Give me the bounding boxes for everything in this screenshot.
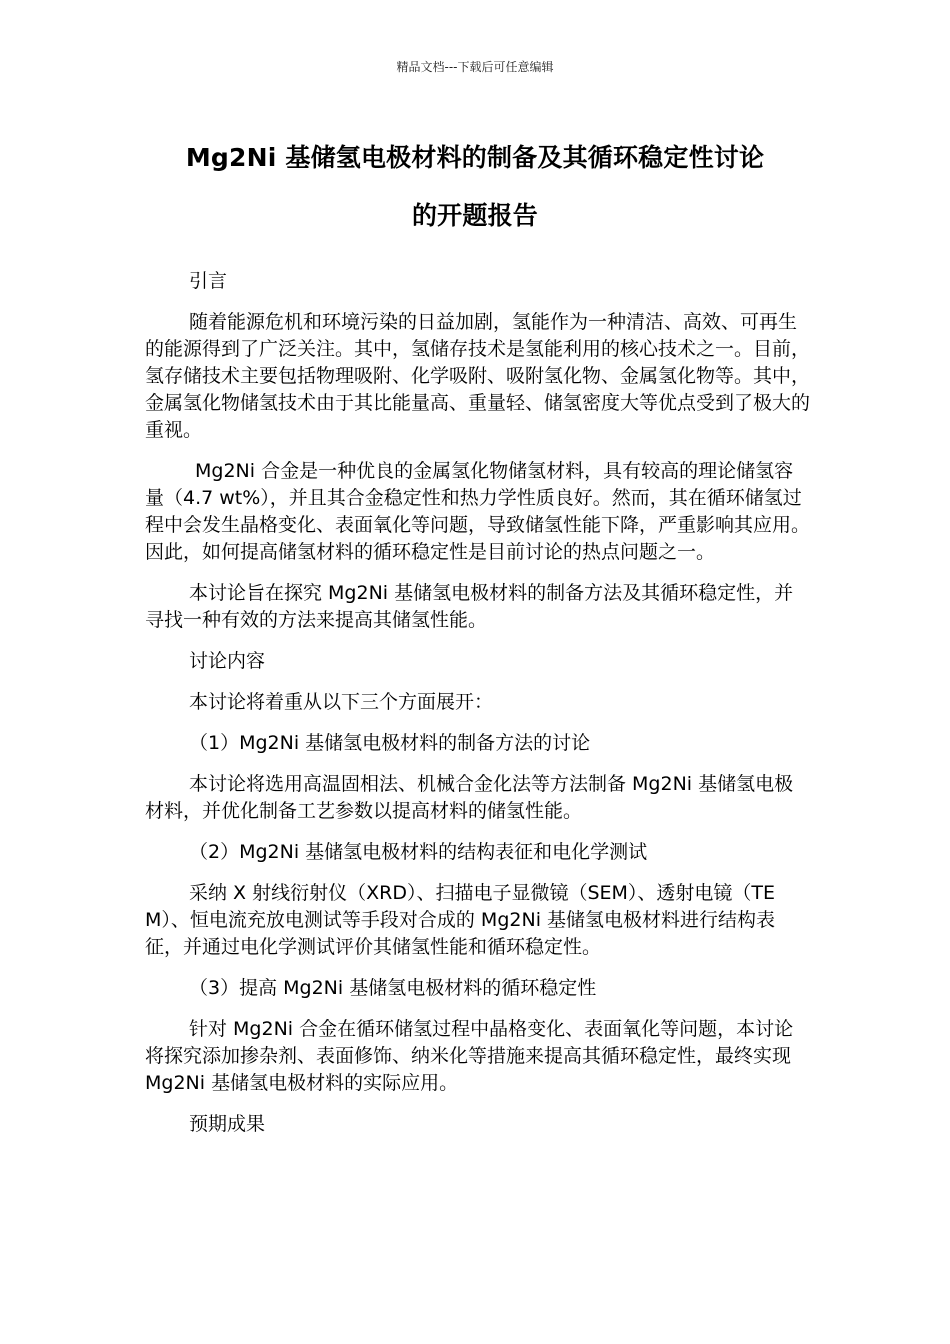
page-header: 精品文档---下载后可任意编辑 bbox=[396, 60, 554, 74]
section-heading-intro: 引言 bbox=[189, 270, 228, 292]
paragraph-6: 采纳 X 射线衍射仪（XRD）、扫描电子显微镜（SEM）、透射电镜（TEM）、恒电流充放电测试等手段对合成的 Mg2Ni 基储氢电极材料进行结构表征，并通过电化学测试评价其储氢性能和循环稳定性。 bbox=[145, 882, 776, 958]
list-item-3: （3）提高 Mg2Ni 基储氢电极材料的循环稳定性 bbox=[189, 977, 597, 999]
list-item-2: （2）Mg2Ni 基储氢电极材料的结构表征和电化学测试 bbox=[189, 841, 648, 863]
section-heading-content: 讨论内容 bbox=[189, 650, 266, 672]
paragraph-3: 本讨论旨在探究 Mg2Ni 基储氢电极材料的制备方法及其循环稳定性，并寻找一种有效的方法来提高其储氢性能。 bbox=[145, 582, 794, 631]
document-body bbox=[145, 268, 810, 1152]
paragraph-7: 针对 Mg2Ni 合金在循环储氢过程中晶格变化、表面氧化等问题，本讨论将探究添加掺杂剂、表面修饰、纳米化等措施来提高其循环稳定性，最终实现 Mg2Ni 基储氢电极材料的实际应用。 bbox=[145, 1018, 794, 1094]
paragraph-1: 随着能源危机和环境污染的日益加剧，氢能作为一种清洁、高效、可再生的能源得到了广泛关注。其中，氢储存技术是氢能利用的核心技术之一。目前，氢存储技术主要包括物理吸附、化学吸附、吸附氢化物、金属氢化物等。其中，金属氢化物储氢技术由于其比能量高、重量轻、储氢密度大等优点受到了极大的重视。 bbox=[145, 311, 811, 441]
paragraph-2: Mg2Ni 合金是一种优良的金属氢化物储氢材料，具有较高的理论储氢容量（4.7 wt%），并且其合金稳定性和热力学性质良好。然而，其在循环储氢过程中会发生晶格变化、表面氧化等问题，导致储氢性能下降，严重影响其应用。因此，如何提高储氢材料的循环稳定性是目前讨论的热点问题之一。 bbox=[145, 460, 811, 563]
section-heading-outcome: 预期成果 bbox=[189, 1113, 266, 1135]
list-item-1: （1）Mg2Ni 基储氢电极材料的制备方法的讨论 bbox=[189, 732, 591, 754]
paragraph-4: 本讨论将着重从以下三个方面展开： bbox=[189, 691, 494, 713]
paragraph-5: 本讨论将选用高温固相法、机械合金化法等方法制备 Mg2Ni 基储氢电极材料，并优化制备工艺参数以提高材料的储氢性能。 bbox=[145, 773, 794, 822]
document-title-line-1: Mg2Ni 基储氢电极材料的制备及其循环稳定性讨论 bbox=[185, 143, 765, 172]
document-title-line-2: 的开题报告 bbox=[411, 201, 538, 230]
